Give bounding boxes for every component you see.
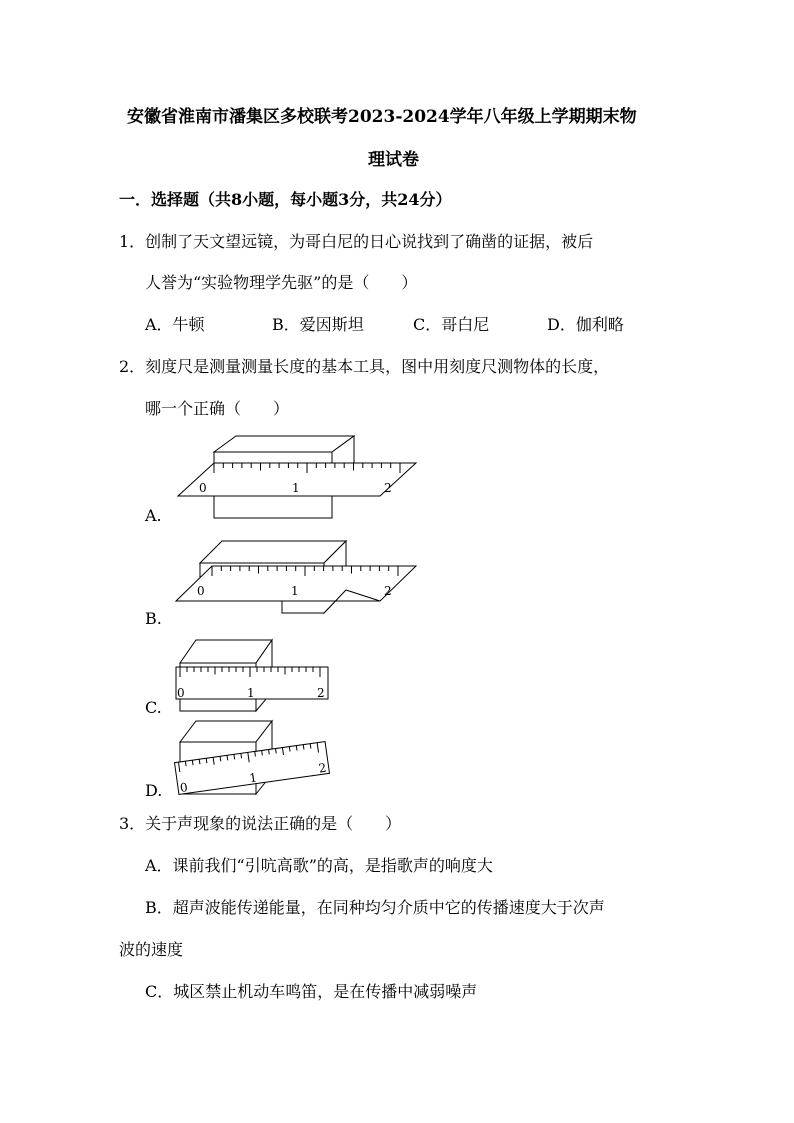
ruler-tick (220, 756, 221, 761)
ruler-tick (192, 760, 193, 765)
figure-b-tick-label-0: 0 (197, 584, 205, 598)
figure-a-tick-label-2: 2 (384, 481, 392, 495)
question-1-option-b: B．爱因斯坦 (272, 315, 364, 334)
question-1-option-a: A．牛顿 (145, 315, 205, 334)
figure-b-tick-label-1: 1 (291, 584, 299, 598)
figure-c-label: C. (145, 698, 162, 717)
ruler-tick (206, 758, 207, 763)
figure-d-tick-label-0: 0 (179, 780, 189, 796)
figure-a-tick-label-1: 1 (292, 481, 300, 495)
figure-d-ruler-measurement (170, 718, 340, 798)
ruler-tick (227, 755, 228, 760)
figure-a-label: A. (145, 506, 162, 525)
ruler-tick (269, 750, 270, 755)
question-3-option-b-line-2: 波的速度 (119, 940, 184, 959)
figure-d-label: D. (145, 781, 163, 800)
ruler-tick (303, 745, 304, 750)
ruler-tick (310, 744, 311, 749)
figure-c-tick-label-1: 1 (247, 686, 255, 700)
figure-d-tick-label-1: 1 (248, 770, 258, 786)
ruler-tick (185, 761, 186, 766)
section-heading: 一．选择题（共8小题，每小题3分，共24分） (119, 190, 452, 209)
figure-a-ruler-measurement (170, 430, 420, 525)
ruler-tick (289, 747, 290, 752)
question-2-line-1: 2．刻度尺是测量测量长度的基本工具，图中用刻度尺测物体的长度， (119, 357, 610, 376)
question-3-line-1: 3．关于声现象的说法正确的是（ ） (119, 814, 402, 833)
figure-b-label: B. (145, 609, 162, 628)
ruler-tick (241, 753, 242, 758)
ruler-tick (262, 750, 263, 755)
paper-title-line-1: 安徽省淮南市潘集区多校联考2023-2024学年八年级上学期期末物 (127, 107, 637, 127)
question-1-line-2: 人誉为“实验物理学先驱”的是（ ） (145, 273, 418, 292)
question-1-line-1: 1．创制了天文望远镜，为哥白尼的日心说找到了确凿的证据，被后 (119, 232, 594, 251)
question-1-option-d: D．伽利略 (547, 315, 624, 334)
question-3-option-c: C．城区禁止机动车鸣笛，是在传播中减弱噪声 (145, 982, 478, 1001)
question-2-line-2: 哪一个正确（ ） (145, 399, 290, 418)
figure-c-ruler-measurement (170, 637, 335, 717)
figure-b-ruler-measurement (170, 535, 420, 625)
figure-d-tick-label-2: 2 (317, 760, 328, 776)
figure-c-tick-label-0: 0 (177, 686, 185, 700)
ruler-tick (199, 759, 200, 764)
ruler-tick (296, 746, 297, 751)
ruler-tick (276, 749, 277, 754)
question-3-option-a: A．课前我们“引吭高歌”的高，是指歌声的响度大 (145, 856, 493, 875)
paper-title-line-2: 理试卷 (368, 150, 419, 170)
figure-c-tick-label-2: 2 (317, 686, 325, 700)
figure-b-tick-label-2: 2 (384, 584, 392, 598)
question-1-option-c: C．哥白尼 (413, 315, 490, 334)
question-3-option-b-line-1: B．超声波能传递能量，在同种均匀介质中它的传播速度大于次声 (145, 898, 605, 917)
ruler-tick (255, 751, 256, 756)
ruler-tick (234, 754, 235, 759)
figure-a-tick-label-0: 0 (199, 481, 207, 495)
